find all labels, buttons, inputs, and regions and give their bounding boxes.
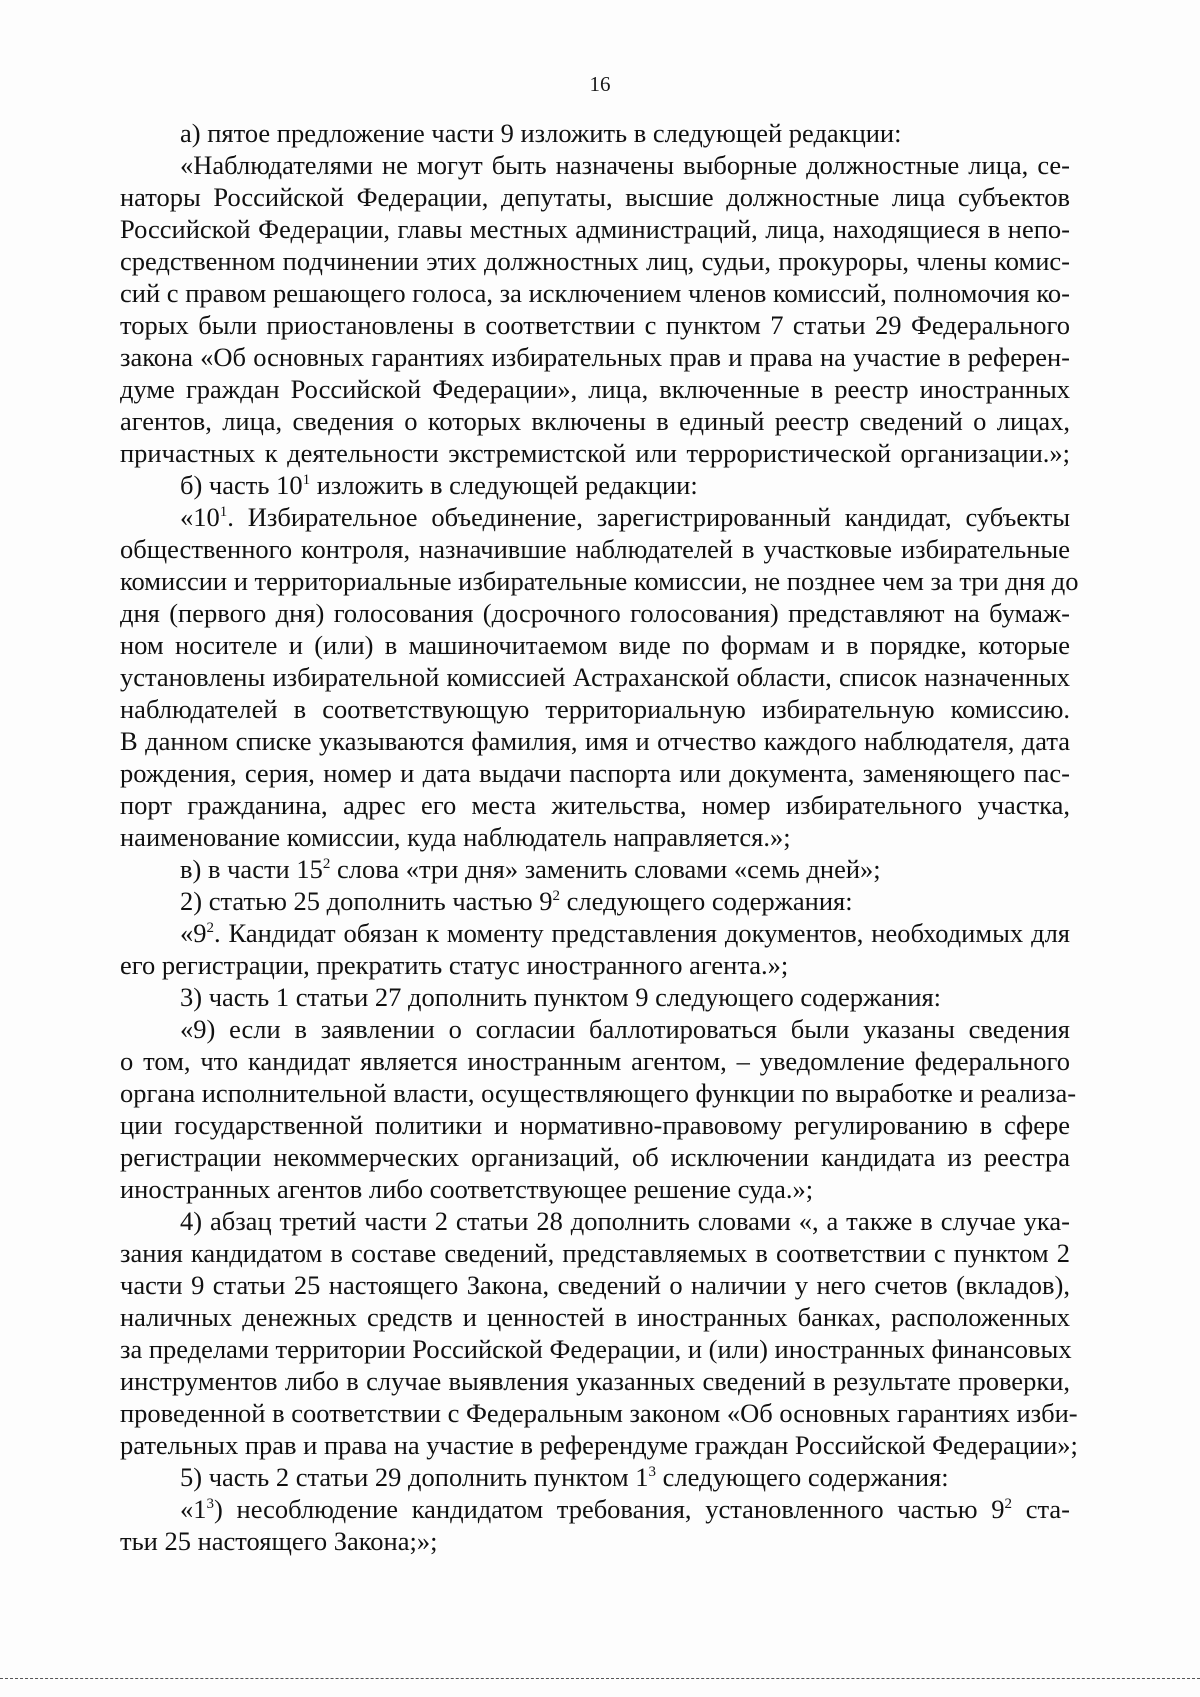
text-segment: следующего содержания: (560, 886, 853, 916)
text-line: закона «Об основных гарантиях избирательных прав и права на участие в референ- (120, 342, 1070, 372)
text-line (120, 469, 1070, 501)
text-segment: слова «три дня» заменить словами «семь дней»; (330, 854, 881, 884)
superscript-index: 2 (1004, 1496, 1013, 1512)
text-line: «Наблюдателями не могут быть назначены выборные должностные лица, се- (180, 150, 1070, 180)
text-line: за пределами территории Российской Федерации, и (или) иностранных финансовых (120, 1334, 1072, 1364)
text-line (120, 501, 1070, 533)
text-line: 3) часть 1 статьи 27 дополнить пунктом 9 следующего содержания: (180, 982, 942, 1012)
text-line: «9) если в заявлении о согласии баллотироваться были указаны сведения (180, 1014, 1070, 1044)
superscript-index: 1 (219, 504, 228, 520)
text-line: его регистрации, прекратить статус иностранного агента.»; (120, 950, 789, 980)
text-segment: б) часть 10 (180, 470, 303, 500)
text-segment: ) несоблюдение кандидатом требования, установленного частью 9 (214, 1494, 1005, 1524)
text-segment: «10 (180, 502, 220, 532)
text-line: В данном списке указываются фамилия, имя и отчество каждого наблюдателя, дата (120, 726, 1070, 756)
superscript-index: 1 (302, 472, 311, 488)
text-line: причастных к деятельности экстремистской или террористической организации.»; (120, 438, 1070, 468)
text-line: зания кандидатом в составе сведений, представляемых в соответствии с пунктом 2 (120, 1238, 1070, 1268)
text-segment: следующего содержания: (656, 1462, 949, 1492)
text-line (120, 853, 1070, 885)
text-line: установлены избирательной комиссией Астраханской области, список назначенных (120, 662, 1070, 692)
text-line: о том, что кандидат является иностранным агентом, – уведомление федерального (120, 1046, 1070, 1076)
text-line: инструментов либо в случае выявления указанных сведений в результате проверки, (120, 1366, 1070, 1396)
text-line: иностранных агентов либо соответствующее решение суда.»; (120, 1174, 814, 1204)
text-line: тьи 25 настоящего Закона;»; (120, 1526, 438, 1556)
text-line: наличных денежных средств и ценностей в иностранных банках, расположенных (120, 1302, 1070, 1332)
text-line: ции государственной политики и нормативно-правовому регулированию в сфере (120, 1110, 1070, 1140)
text-line: порт гражданина, адрес его места жительства, номер избирательного участка, (120, 790, 1070, 820)
text-line: торых были приостановлены в соответствии с пунктом 7 статьи 29 Федерального (120, 310, 1070, 340)
text-line: комиссии и территориальные избирательные комиссии, не позднее чем за три дня до (120, 566, 1079, 596)
bottom-scan-edge (0, 1678, 1200, 1679)
text-line: сий с правом решающего голоса, за исключением членов комиссий, полномочия ко- (120, 278, 1070, 308)
text-line: дня (первого дня) голосования (досрочного голосования) представляют на бумаж- (120, 598, 1070, 628)
superscript-index: 2 (552, 888, 561, 904)
text-segment: ста- (1012, 1494, 1070, 1524)
superscript-index: 2 (322, 856, 331, 872)
text-line: проведенной в соответствии с Федеральным законом «Об основных гарантиях изби- (120, 1398, 1078, 1428)
text-line: рождения, серия, номер и дата выдачи паспорта или документа, заменяющего пас- (120, 758, 1070, 788)
text-segment: 5) часть 2 статьи 29 дополнить пунктом 1 (180, 1462, 649, 1492)
text-segment: . Кандидат обязан к моменту представления документов, необходимых для (214, 918, 1070, 948)
text-line: наименование комиссии, куда наблюдатель направляется.»; (120, 822, 791, 852)
text-line: регистрации некоммерческих организаций, об исключении кандидата из реестра (120, 1142, 1070, 1172)
text-line: а) пятое предложение части 9 изложить в следующей редакции: (180, 118, 902, 148)
text-line: общественного контроля, назначившие наблюдателей в участковые избирательные (120, 534, 1070, 564)
text-segment: . Избирательное объединение, зарегистрированный кандидат, субъекты (227, 502, 1070, 532)
text-line: ном носителе и (или) в машиночитаемом виде по формам и в порядке, которые (120, 630, 1070, 660)
text-line (120, 885, 1070, 917)
text-line (120, 1493, 1070, 1525)
text-segment: изложить в следующей редакции: (310, 470, 698, 500)
text-line: средственном подчинении этих должностных лиц, судьи, прокуроры, члены комис- (120, 246, 1070, 276)
superscript-index: 2 (206, 920, 214, 936)
text-line: рательных прав и права на участие в референдуме граждан Российской Федерации»; (120, 1430, 1078, 1460)
text-line: 4) абзац третий части 2 статьи 28 дополнить словами «, а также в случае ука- (180, 1206, 1070, 1236)
text-line: агентов, лица, сведения о которых включены в единый реестр сведений о лицах, (120, 406, 1070, 436)
text-line: органа исполнительной власти, осуществляющего функции по выработке и реализа- (120, 1078, 1077, 1108)
document-body (120, 117, 1079, 1557)
text-line: части 9 статьи 25 настоящего Закона, сведений о наличии у него счетов (вкладов), (120, 1270, 1070, 1300)
text-segment: в) в части 15 (180, 854, 323, 884)
text-segment: «9 (180, 918, 207, 948)
text-line: наблюдателей в соответствующую территориальную избирательную комиссию. (120, 694, 1070, 724)
text-line: думе граждан Российской Федерации», лица, включенные в реестр иностранных (120, 374, 1070, 404)
text-segment: 2) статью 25 дополнить частью 9 (180, 886, 553, 916)
text-line (120, 1461, 1070, 1493)
text-line (120, 917, 1070, 949)
superscript-index: 3 (206, 1496, 214, 1512)
text-segment: «1 (180, 1494, 207, 1524)
page-number: 16 (589, 72, 611, 96)
text-line: наторы Российской Федерации, депутаты, высшие должностные лица субъектов (120, 182, 1070, 212)
superscript-index: 3 (648, 1464, 657, 1480)
text-line: Российской Федерации, главы местных администраций, лица, находящиеся в непо- (120, 214, 1070, 244)
